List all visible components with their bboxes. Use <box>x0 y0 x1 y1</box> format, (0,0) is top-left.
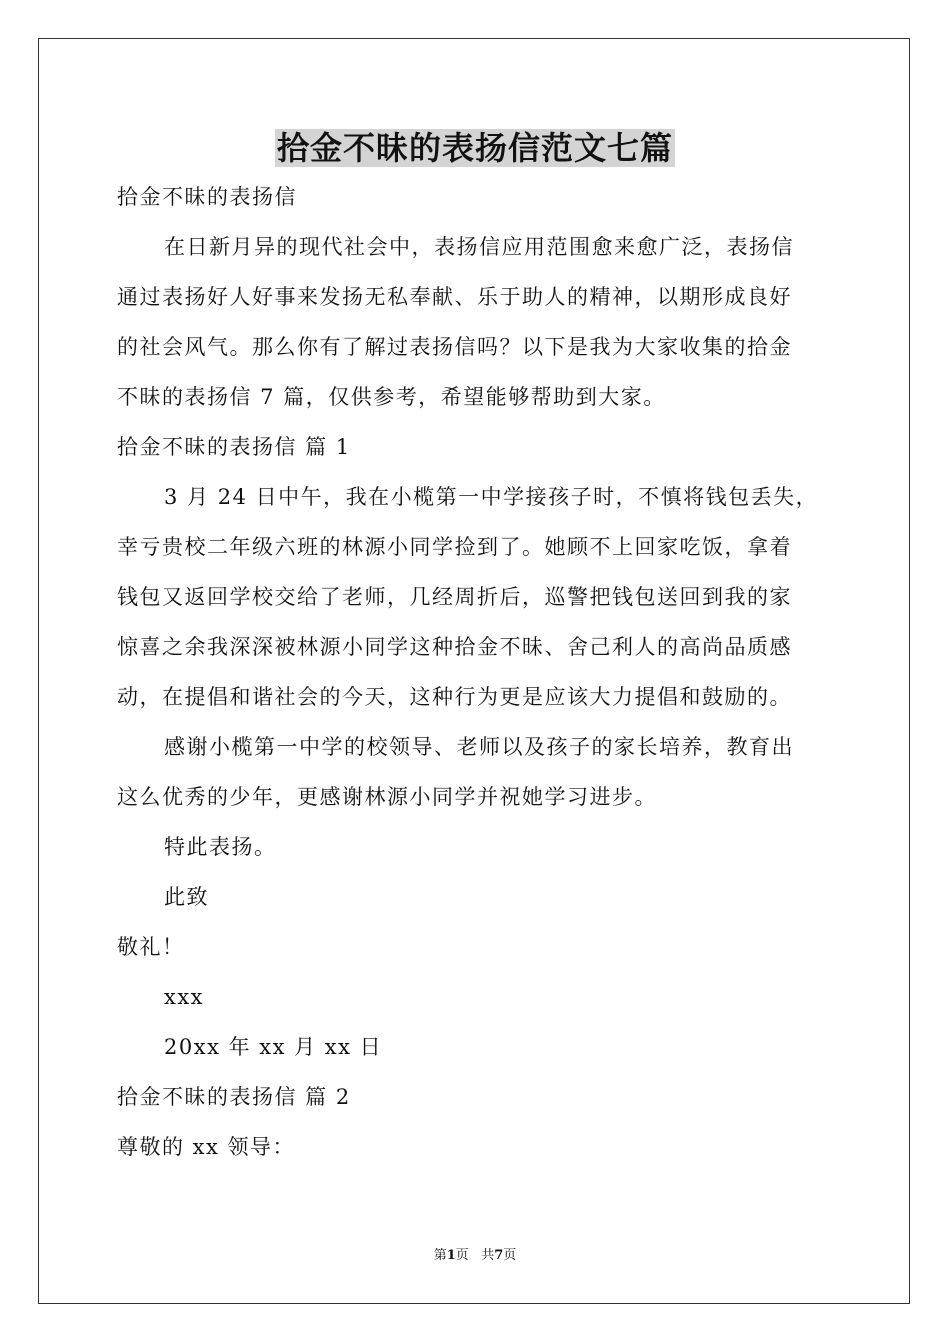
document-title <box>0 126 950 170</box>
paragraph-line: 钱包又返回学校交给了老师，几经周折后，巡警把钱包送回到我的家 <box>117 585 792 609</box>
page-footer <box>0 1247 950 1265</box>
signature-line: xxx <box>164 985 205 1009</box>
greeting-line: 尊敬的 xx 领导： <box>117 1135 296 1159</box>
document-body <box>117 172 862 1172</box>
paragraph-line: 惊喜之余我深深被林源小同学这种拾金不昧、舍己利人的高尚品质感 <box>117 635 792 659</box>
date-line: 20xx 年 xx 月 xx 日 <box>164 1035 383 1059</box>
section-heading: 拾金不昧的表扬信 <box>117 185 297 209</box>
paragraph-line: 不昧的表扬信 7 篇，仅供参考，希望能够帮助到大家。 <box>117 385 666 409</box>
paragraph-line: 3 月 24 日中午，我在小榄第一中学接孩子时，不慎将钱包丢失， <box>164 485 819 509</box>
paragraph-line: 在日新月异的现代社会中，表扬信应用范围愈来愈广泛，表扬信 <box>164 235 794 259</box>
paragraph-line: 感谢小榄第一中学的校领导、老师以及孩子的家长培养，教育出 <box>164 735 794 759</box>
title-text: 拾金不昧的表扬信范文七篇 <box>276 129 673 167</box>
paragraph-line: 动，在提倡和谐社会的今天，这种行为更是应该大力提倡和鼓励的。 <box>117 685 792 709</box>
salutation-line: 敬礼！ <box>117 935 185 959</box>
footer-total-prefix: 共 <box>481 1248 495 1263</box>
footer-prefix: 第 <box>433 1248 447 1263</box>
closing-line: 此致 <box>164 885 209 909</box>
section-heading: 拾金不昧的表扬信 篇 2 <box>117 1085 351 1109</box>
footer-total-suffix: 页 <box>503 1248 517 1263</box>
paragraph-line: 幸亏贵校二年级六班的林源小同学捡到了。她顾不上回家吃饭，拿着 <box>117 535 792 559</box>
footer-total-pages: 7 <box>494 1248 504 1263</box>
section-heading: 拾金不昧的表扬信 篇 1 <box>117 435 351 459</box>
paragraph-line: 这么优秀的少年，更感谢林源小同学并祝她学习进步。 <box>117 785 657 809</box>
footer-page-suffix: 页 <box>455 1248 469 1263</box>
paragraph-line: 的社会风气。那么你有了解过表扬信吗？以下是我为大家收集的拾金 <box>117 335 792 359</box>
closing-line: 特此表扬。 <box>164 835 277 859</box>
footer-page-number: 1 <box>446 1248 456 1263</box>
paragraph-line: 通过表扬好人好事来发扬无私奉献、乐于助人的精神，以期形成良好 <box>117 285 792 309</box>
